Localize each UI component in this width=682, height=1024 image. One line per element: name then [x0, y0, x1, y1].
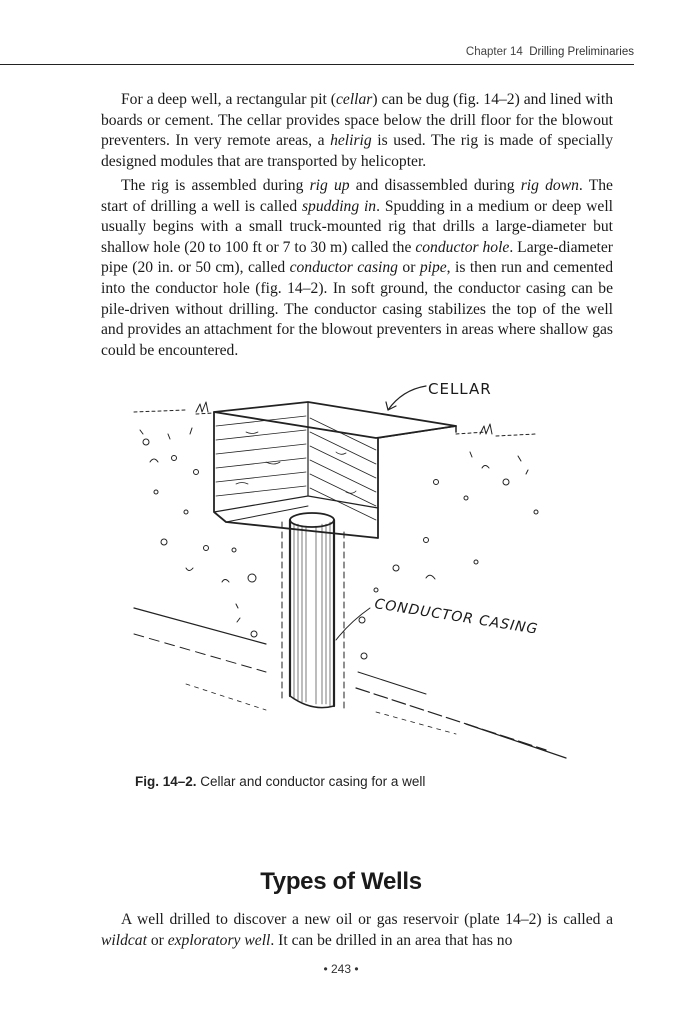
paragraph-cellar	[101, 90, 613, 172]
figure-caption	[135, 774, 425, 789]
section-heading: Types of Wells	[260, 868, 422, 895]
paragraph-text: The rig is assembled during rig up and disassembled during rig down. The start of drilling a well is called spudding in. Spudding in a medium or deep well usually begins with a small truck-mounted rig that drills a large-diameter but shallow hole (20 to 100 ft or 7 to 30 m) called the conductor hole. Large-diameter pipe (20 in. or 50 cm), called conductor casing or pipe, is then run and cemented into the conductor hole (fig. 14–2). In soft ground, the conductor casing can be pile-driven without drilling. The conductor casing stabilizes the top of the well and provides an attachment for the blowout preventers in areas where shallow gas could be encountered.	[101, 177, 614, 359]
italic-term: spudding in	[301, 197, 377, 215]
italic-term: conductor hole	[415, 238, 510, 256]
italic-term: rig down	[520, 177, 579, 194]
paragraph-wildcat	[101, 910, 613, 951]
page-number: • 243 •	[323, 962, 359, 976]
paragraph-spudding	[101, 176, 613, 361]
running-head-text	[466, 46, 634, 58]
figure-caption-text: Cellar and conductor casing for a well	[200, 774, 426, 789]
italic-term: exploratory well	[167, 931, 271, 949]
chapter-title: Drilling Preliminaries	[529, 46, 634, 58]
chapter-number: Chapter 14	[465, 46, 523, 58]
italic-term: cellar	[336, 91, 373, 108]
italic-term: rig up	[309, 177, 350, 194]
italic-term: wildcat	[101, 931, 147, 949]
running-head	[0, 46, 634, 65]
cellar-label: CELLAR	[428, 380, 492, 398]
paragraph-text: For a deep well, a rectangular pit (cellar) can be dug (fig. 14–2) and lined with boards or cement. The cellar provides space below the drill floor for the blowout preventers. In very remote areas, a helirig is used. The rig is made of specially designed modules that are transported by helicopter.	[101, 91, 613, 170]
italic-term: pipe	[419, 259, 447, 277]
paragraph-text: A well drilled to discover a new oil or gas reservoir (plate 14–2) is called a wildcat or exploratory well. It can be drilled in an area that has no	[101, 911, 613, 949]
cellar-casing-illustration	[126, 372, 586, 772]
italic-term: conductor casing	[289, 259, 398, 277]
italic-term: helirig	[330, 132, 372, 150]
figure-number: Fig. 14–2.	[135, 774, 197, 789]
conductor-casing-label: CONDUCTOR CASING	[373, 596, 540, 638]
